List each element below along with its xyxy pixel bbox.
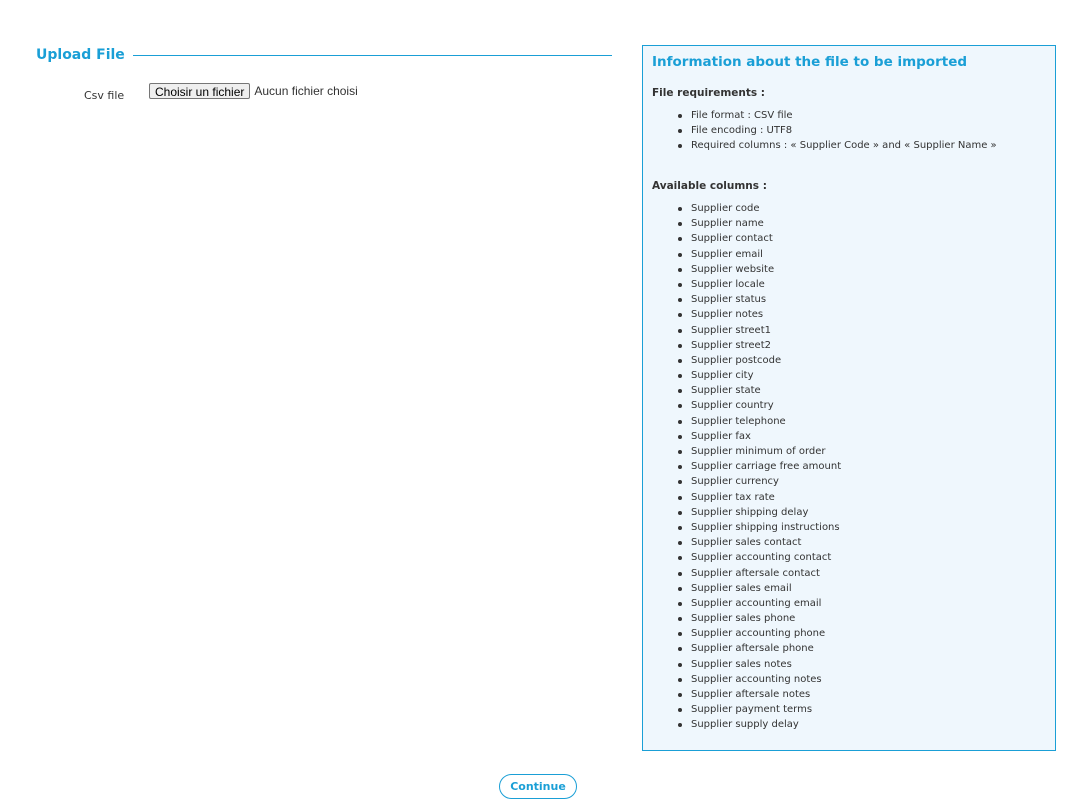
list-item: Supplier fax (691, 429, 841, 444)
list-item: Supplier shipping instructions (691, 520, 841, 535)
list-item: Supplier contact (691, 231, 841, 246)
list-item: Supplier accounting phone (691, 626, 841, 641)
list-item: Supplier accounting contact (691, 550, 841, 565)
list-item: Supplier locale (691, 277, 841, 292)
list-item: Supplier sales email (691, 581, 841, 596)
list-item: Supplier carriage free amount (691, 459, 841, 474)
list-item: Supplier city (691, 368, 841, 383)
list-item: Supplier aftersale notes (691, 687, 841, 702)
list-item: Supplier postcode (691, 353, 841, 368)
file-requirements-list (643, 108, 997, 154)
list-item: Supplier sales notes (691, 657, 841, 672)
list-item: Supplier telephone (691, 414, 841, 429)
list-item: Supplier website (691, 262, 841, 277)
list-item: Supplier aftersale phone (691, 641, 841, 656)
list-item: Supplier sales contact (691, 535, 841, 550)
upload-file-section (36, 44, 612, 66)
list-item: Supplier notes (691, 307, 841, 322)
list-item: Supplier status (691, 292, 841, 307)
upload-file-legend: Upload File (36, 47, 125, 63)
list-item: Required columns : « Supplier Code » and « Supplier Name » (691, 138, 997, 153)
list-item: Supplier supply delay (691, 717, 841, 732)
list-item: Supplier street1 (691, 323, 841, 338)
list-item: Supplier tax rate (691, 490, 841, 505)
list-item: Supplier shipping delay (691, 505, 841, 520)
list-item: Supplier street2 (691, 338, 841, 353)
available-columns-list (643, 201, 841, 733)
list-item: Supplier accounting notes (691, 672, 841, 687)
list-item: File format : CSV file (691, 108, 997, 123)
list-item: Supplier minimum of order (691, 444, 841, 459)
info-panel-title: Information about the file to be imported (652, 54, 968, 70)
list-item: Supplier aftersale contact (691, 566, 841, 581)
list-item: Supplier payment terms (691, 702, 841, 717)
csv-file-label: Csv file (84, 89, 125, 102)
no-file-chosen-text: Aucun fichier choisi (254, 84, 358, 98)
available-columns-heading: Available columns : (652, 180, 767, 192)
list-item: Supplier email (691, 247, 841, 262)
list-item: File encoding : UTF8 (691, 123, 997, 138)
list-item: Supplier currency (691, 474, 841, 489)
file-requirements-heading: File requirements : (652, 87, 765, 99)
list-item: Supplier code (691, 201, 841, 216)
list-item: Supplier sales phone (691, 611, 841, 626)
choose-file-button[interactable]: Choisir un fichier (149, 83, 250, 99)
continue-button[interactable]: Continue (499, 774, 577, 799)
list-item: Supplier accounting email (691, 596, 841, 611)
csv-file-input[interactable] (149, 83, 358, 99)
list-item: Supplier country (691, 398, 841, 413)
list-item: Supplier state (691, 383, 841, 398)
list-item: Supplier name (691, 216, 841, 231)
upload-section-divider (133, 55, 612, 56)
import-info-panel (642, 45, 1056, 751)
